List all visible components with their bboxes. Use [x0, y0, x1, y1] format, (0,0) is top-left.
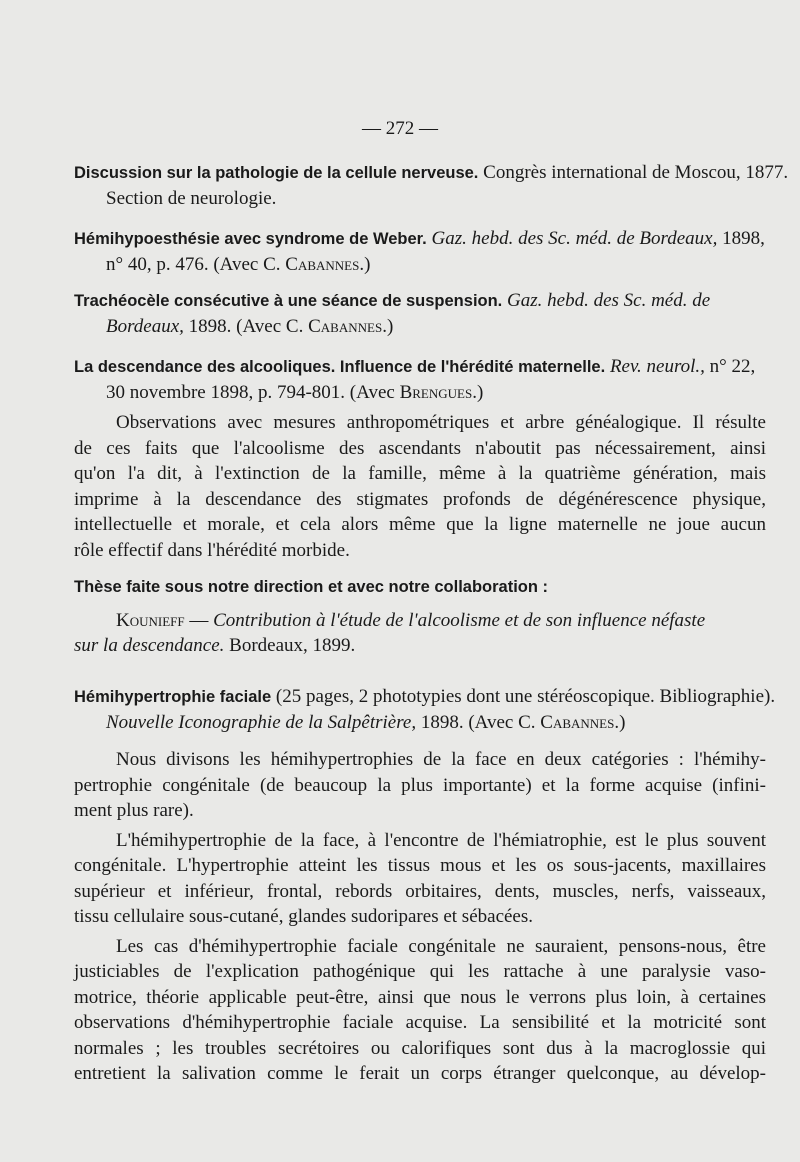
paragraph-line: normales ; les troubles secrétoires ou calorifiques sont dus à la macroglossie qui: [74, 1037, 766, 1059]
paragraph-line: Observations avec mesures anthropométriques et arbre généalogique. Il résulte: [116, 412, 766, 433]
paragraph-line: Nous divisons les hémihypertrophies de la face en deux catégories : l'hémihy-: [116, 749, 766, 770]
entry-title: Hémihypoesthésie avec syndrome de Weber.: [74, 230, 427, 248]
paragraph-line: de ces faits que l'alcoolisme des ascendants n'aboutit pas nécessairement, ainsi: [74, 437, 766, 459]
entry-these: [74, 574, 766, 659]
entry-tracheocele: [74, 288, 766, 339]
coauthor-name: Cabannes: [308, 315, 383, 337]
paragraph-line: motrice, théorie applicable peut-être, ainsi que nous le verrons plus loin, à certaines: [74, 986, 766, 1008]
paragraph-line: ment plus rare).: [74, 800, 194, 821]
entry-reference: 1898. (Avec C.: [188, 315, 304, 337]
entry-hemihypoesthesie: [74, 226, 766, 277]
thesis-place: Bordeaux, 1899.: [224, 635, 356, 656]
paragraph-line: justiciables de l'explication pathogénique qui les rattache à une paralysie vaso-: [74, 961, 766, 982]
paragraph-line: imprime à la descendance des stigmates profonds de dégénérescence physique,: [74, 488, 766, 510]
journal-name: Rev. neurol.,: [609, 356, 705, 377]
thesis-title: sur la descendance.: [74, 635, 225, 656]
coauthor-name: Brengues: [399, 381, 473, 403]
coauthor-name: Cabannes: [285, 253, 360, 275]
section-heading: Thèse faite sous notre direction et avec notre collaboration :: [74, 578, 549, 596]
paragraph-line: tissu cellulaire sous-cutané, glandes sudoripares et sébacées.: [74, 906, 534, 927]
paragraph-line: observations d'hémihypertrophie faciale acquise. La sensibilité et la motricité sont: [74, 1012, 766, 1033]
entry-discussion: [74, 160, 789, 211]
thesis-title: Contribution à l'étude de l'alcoolisme et de son influence néfaste: [213, 609, 706, 631]
entry-hemihypertrophie: [74, 684, 776, 1087]
body-paragraph: [74, 747, 766, 824]
paragraph-line: rôle effectif dans l'hérédité morbide.: [74, 539, 350, 561]
entry-title: La descendance des alcooliques. Influence de l'hérédité maternelle.: [74, 358, 606, 376]
entry-reference: 30 novembre 1898, p. 794-801. (Avec: [106, 381, 395, 403]
entry-reference-end: .): [382, 315, 394, 337]
paragraph-line: supérieur et inférieur, frontal, rebords orbitaires, dents, muscles, nerfs, vaisseaux,: [74, 880, 766, 902]
entry-title: Discussion sur la pathologie de la cellule nerveuse.: [74, 164, 479, 182]
coauthor-name: Cabannes: [540, 711, 615, 733]
entry-reference: Section de neurologie.: [106, 187, 277, 209]
entry-reference: 1898. (Avec C.: [416, 711, 536, 733]
paragraph-line: pertrophie congénitale (de beaucoup la plus importante) et la forme acquise (infini-: [74, 774, 766, 796]
paragraph-line: entretient la salivation comme le ferait un corps étranger quelconque, au dévelop-: [74, 1063, 766, 1084]
journal-name: Bordeaux,: [106, 315, 184, 337]
journal-name: Nouvelle Iconographie de la Salpêtrière,: [106, 711, 417, 733]
entry-title: Trachéocèle consécutive à une séance de suspension.: [74, 292, 503, 310]
entry-title: Hémihypertrophie faciale: [74, 688, 272, 706]
paragraph-line: intellectuelle et morale, et cela alors même que la ligne maternelle ne joue aucun: [74, 514, 766, 535]
paragraph-line: qu'on l'a dit, à l'extinction de la famille, même à la quatrième génération, mais: [74, 463, 766, 484]
entry-reference: n° 40, p. 476. (Avec C.: [106, 253, 281, 275]
entry-description: (25 pages, 2 phototypies dont une stéréoscopique. Bibliographie).: [271, 686, 776, 707]
entry-descendance: [74, 354, 766, 563]
journal-name: Gaz. hebd. des Sc. méd. de: [507, 290, 711, 311]
entry-number: n° 22,: [709, 356, 756, 377]
thesis-author: Kounieff: [116, 609, 185, 631]
body-paragraph: [74, 828, 766, 930]
entry-reference-end: .): [614, 711, 626, 733]
page-number: — 272 —: [362, 118, 438, 139]
paragraph-line: congénitale. L'hypertrophie atteint les tissus mous et les os sous-jacents, maxillaires: [74, 855, 766, 876]
entry-reference-end: .): [472, 381, 484, 403]
entry-reference-end: .): [359, 253, 371, 275]
entry-year: 1898,: [722, 228, 765, 249]
body-paragraph: [74, 934, 766, 1087]
paragraph-line: Les cas d'hémihypertrophie faciale congénitale ne sauraient, pensons-nous, être: [116, 935, 766, 957]
journal-name: Gaz. hebd. des Sc. méd. de Bordeaux,: [431, 228, 718, 249]
separator-dash: —: [184, 609, 214, 631]
paragraph-line: L'hémihypertrophie de la face, à l'encontre de l'hémiatrophie, est le plus souvent: [116, 829, 766, 851]
entry-reference: Congrès international de Moscou, 1877.: [483, 162, 789, 183]
summary-paragraph: [74, 410, 766, 563]
